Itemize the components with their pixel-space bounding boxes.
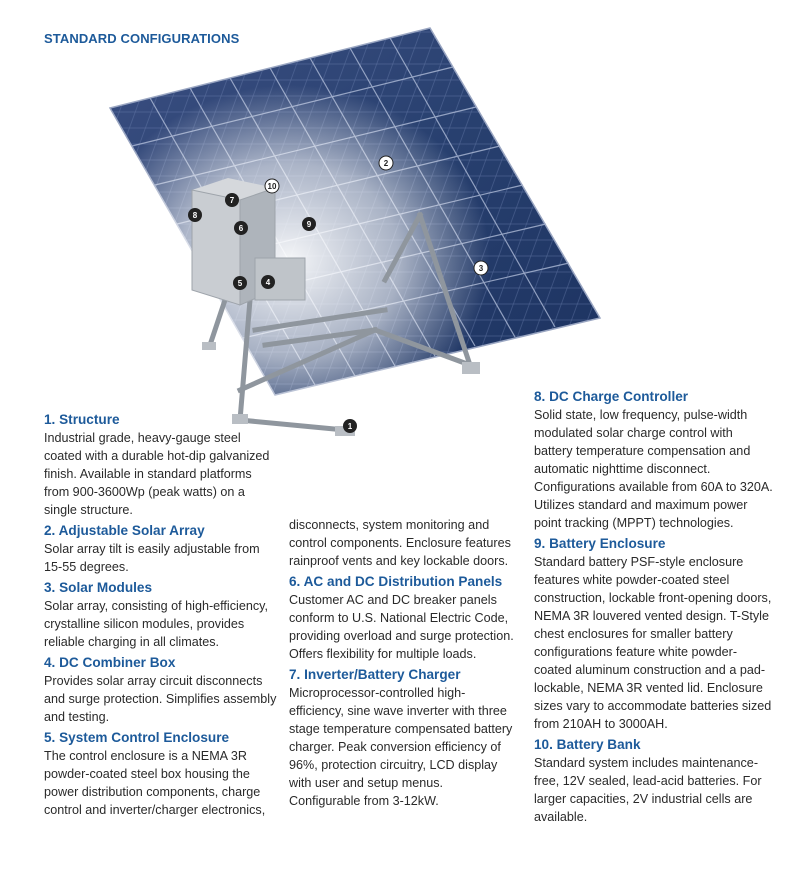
marker-8: [188, 208, 202, 222]
svg-text:4: 4: [265, 278, 271, 287]
section-text: Industrial grade, heavy-gauge steel coated with a durable hot-dip galvanized finish. Available in standard platforms from 900-3600Wp (peak watts) on a single structure.: [44, 431, 270, 517]
section-heading: 8. DC Charge Controller: [534, 389, 689, 404]
column-right: [534, 387, 774, 828]
section-text: Solid state, low frequency, pulse-width modulated solar charge control with battery temperature compensation and automatic nighttime disconnect. Configurations available from 60A to 320A. Utilizes standard and maximum power point tracking (MPPT) technologies.: [534, 408, 773, 530]
section-dc-charge-controller: [534, 387, 774, 532]
section-text: Standard system includes maintenance-free, 12V sealed, lead-acid batteries. For larger capacities, 2V industrial cells are available.: [534, 756, 762, 824]
marker-6: [234, 221, 248, 235]
section-text: Microprocessor-controlled high-efficiency, sine wave inverter with three stage temperature compensated battery charger. Peak conversion efficiency of 96%, protection circuitry, LCD display with user and setup menus. Configurable from 3-12kW.: [289, 686, 513, 808]
column-left: [44, 410, 280, 821]
section-inverter-charger: [289, 665, 517, 810]
section-battery-enclosure: [534, 534, 774, 733]
marker-4: [261, 275, 275, 289]
section-system-control-enclosure: [44, 728, 280, 819]
section-heading: 5. System Control Enclosure: [44, 730, 230, 745]
marker-2: [379, 156, 393, 170]
section-system-control-enclosure-continued: [289, 516, 517, 570]
column-middle: [289, 516, 517, 812]
section-text: disconnects, system monitoring and control components. Enclosure features rainproof vents and key lockable doors.: [289, 518, 511, 568]
section-heading: 10. Battery Bank: [534, 737, 641, 752]
section-heading: 7. Inverter/Battery Charger: [289, 667, 461, 682]
svg-text:8: 8: [192, 211, 198, 220]
marker-9: [302, 217, 316, 231]
section-dc-combiner-box: [44, 653, 280, 726]
section-structure: [44, 410, 280, 519]
section-battery-bank: [534, 735, 774, 826]
svg-text:6: 6: [238, 224, 244, 233]
section-text: The control enclosure is a NEMA 3R powder-coated steel box housing the power distribution components, charge control and inverter/charger electronics,: [44, 749, 266, 817]
section-text: Standard battery PSF-style enclosure features white powder-coated steel construction, lockable front-opening doors, NEMA 3R louvered vented design. T-Style chest enclosures for smaller battery configurations feature white powder-coated aluminum construction and a pad-lockable, NEMA 3R vented lid. Enclosure sizes vary to accommodate batteries sized from 210AH to 3000AH.: [534, 555, 772, 731]
section-heading: 1. Structure: [44, 412, 120, 427]
marker-3: [474, 261, 488, 275]
svg-text:3: 3: [478, 264, 484, 273]
marker-10: [265, 179, 279, 193]
marker-1: [343, 419, 357, 433]
page-title: STANDARD CONFIGURATIONS: [44, 31, 240, 46]
section-heading: 3. Solar Modules: [44, 580, 153, 595]
section-adjustable-solar-array: [44, 521, 280, 576]
svg-text:1: 1: [347, 422, 353, 431]
section-text: Customer AC and DC breaker panels conform to U.S. National Electric Code, providing overload and surge protection. Offers flexibility for multiple loads.: [289, 593, 514, 661]
section-solar-modules: [44, 578, 280, 651]
section-heading: 4. DC Combiner Box: [44, 655, 176, 670]
svg-text:10: 10: [267, 182, 277, 191]
section-text: Solar array, consisting of high-efficiency, crystalline silicon modules, provides reliable charging in all climates.: [44, 599, 268, 649]
svg-text:2: 2: [383, 159, 389, 168]
svg-text:9: 9: [306, 220, 312, 229]
marker-7: [225, 193, 239, 207]
svg-text:5: 5: [237, 279, 243, 288]
section-heading: 6. AC and DC Distribution Panels: [289, 574, 503, 589]
svg-text:7: 7: [229, 196, 235, 205]
section-text: Provides solar array circuit disconnects and surge protection. Simplifies assembly and testing.: [44, 674, 277, 724]
section-text: Solar array tilt is easily adjustable from 15-55 degrees.: [44, 542, 260, 574]
section-distribution-panels: [289, 572, 517, 663]
section-heading: 2. Adjustable Solar Array: [44, 523, 205, 538]
marker-5: [233, 276, 247, 290]
section-heading: 9. Battery Enclosure: [534, 536, 666, 551]
